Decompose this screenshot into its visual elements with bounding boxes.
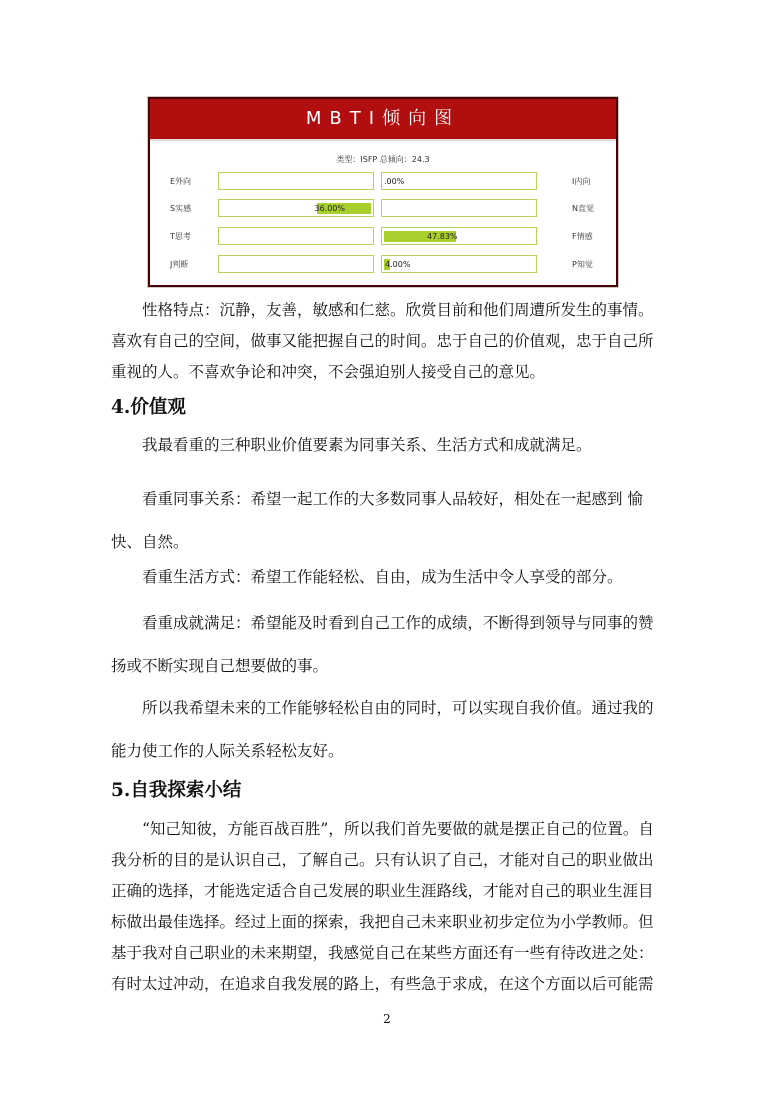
mbti-left-track [218, 255, 374, 273]
mbti-right-value: .00% [384, 177, 405, 186]
mbti-row-sn [150, 199, 616, 219]
mbti-left-label: J判断 [170, 260, 189, 269]
mbti-right-track [381, 255, 537, 273]
mbti-right-label: P知觉 [572, 260, 593, 269]
mbti-right-value: 4.00% [385, 260, 411, 269]
mbti-left-label: E外向 [170, 177, 192, 186]
mbti-right-track [381, 199, 537, 217]
mbti-row-ei [150, 172, 616, 192]
mbti-right-track [381, 227, 537, 245]
mbti-chart [148, 97, 618, 287]
mbti-right-label: I内向 [572, 177, 591, 186]
heading-summary: 5.自我探索小结 [111, 780, 242, 801]
values-conclusion-paragraph: 所以我希望未来的工作能够轻松自由的同时，可以实现自我价值。通过我的能力使工作的人际关系轻松友好。 [111, 699, 654, 760]
summary-paragraph: “知己知彼，方能百战百胜”，所以我们首先要做的就是摆正自己的位置。自我分析的目的是认识自己，了解自己。只有认识了自己，才能对自己的职业做出正确的选择，才能选定适合自己发展的职业生涯路线，才能对自己的职业生涯目标做出最佳选择。经过上面的探索，我把自己未来职业初步定位为小学教师。但基于我对自己职业的未来期望，我感觉自己在某些方面还有一些有待改进之处：有时太过冲动，在追求自我发展的路上，有些急于求成，在这个方面以后可能需 [111, 820, 654, 993]
mbti-left-value: 36.00% [314, 204, 345, 213]
mbti-right-value: 47.83% [427, 232, 458, 241]
mbti-chart-subtitle: 类型：ISFP 总倾向：24.3 [336, 155, 430, 164]
mbti-chart-title: MBTI倾向图 [150, 99, 616, 141]
values-intro-paragraph: 我最看重的三种职业价值要素为同事关系、生活方式和成就满足。 [142, 436, 592, 454]
heading-values: 4.价值观 [111, 397, 186, 418]
mbti-left-track [218, 227, 374, 245]
mbti-row-tf [150, 227, 616, 247]
mbti-right-track [381, 172, 537, 190]
page-number: 2 [383, 1012, 391, 1026]
values-achievement-paragraph: 看重成就满足：希望能及时看到自己工作的成绩，不断得到领导与同事的赞扬或不断实现自己想要做的事。 [111, 614, 654, 675]
mbti-left-track [218, 199, 374, 217]
mbti-row-jp [150, 255, 616, 275]
mbti-left-track [218, 172, 374, 190]
personality-paragraph: 性格特点：沉静，友善，敏感和仁慈。欣赏目前和他们周遭所发生的事情。喜欢有自己的空间，做事又能把握自己的时间。忠于自己的价值观，忠于自己所重视的人。不喜欢争论和冲突，不会强迫别人接受自己的意见。 [111, 301, 654, 381]
mbti-right-label: N直觉 [572, 204, 594, 213]
mbti-left-label: T思考 [170, 232, 191, 241]
values-lifestyle-paragraph: 看重生活方式：希望工作能轻松、自由，成为生活中令人享受的部分。 [142, 568, 623, 586]
mbti-left-label: S实感 [170, 204, 192, 213]
values-colleague-paragraph: 看重同事关系：希望一起工作的大多数同事人品较好，相处在一起感到 愉快、自然。 [111, 490, 643, 551]
mbti-right-label: F情感 [572, 232, 593, 241]
